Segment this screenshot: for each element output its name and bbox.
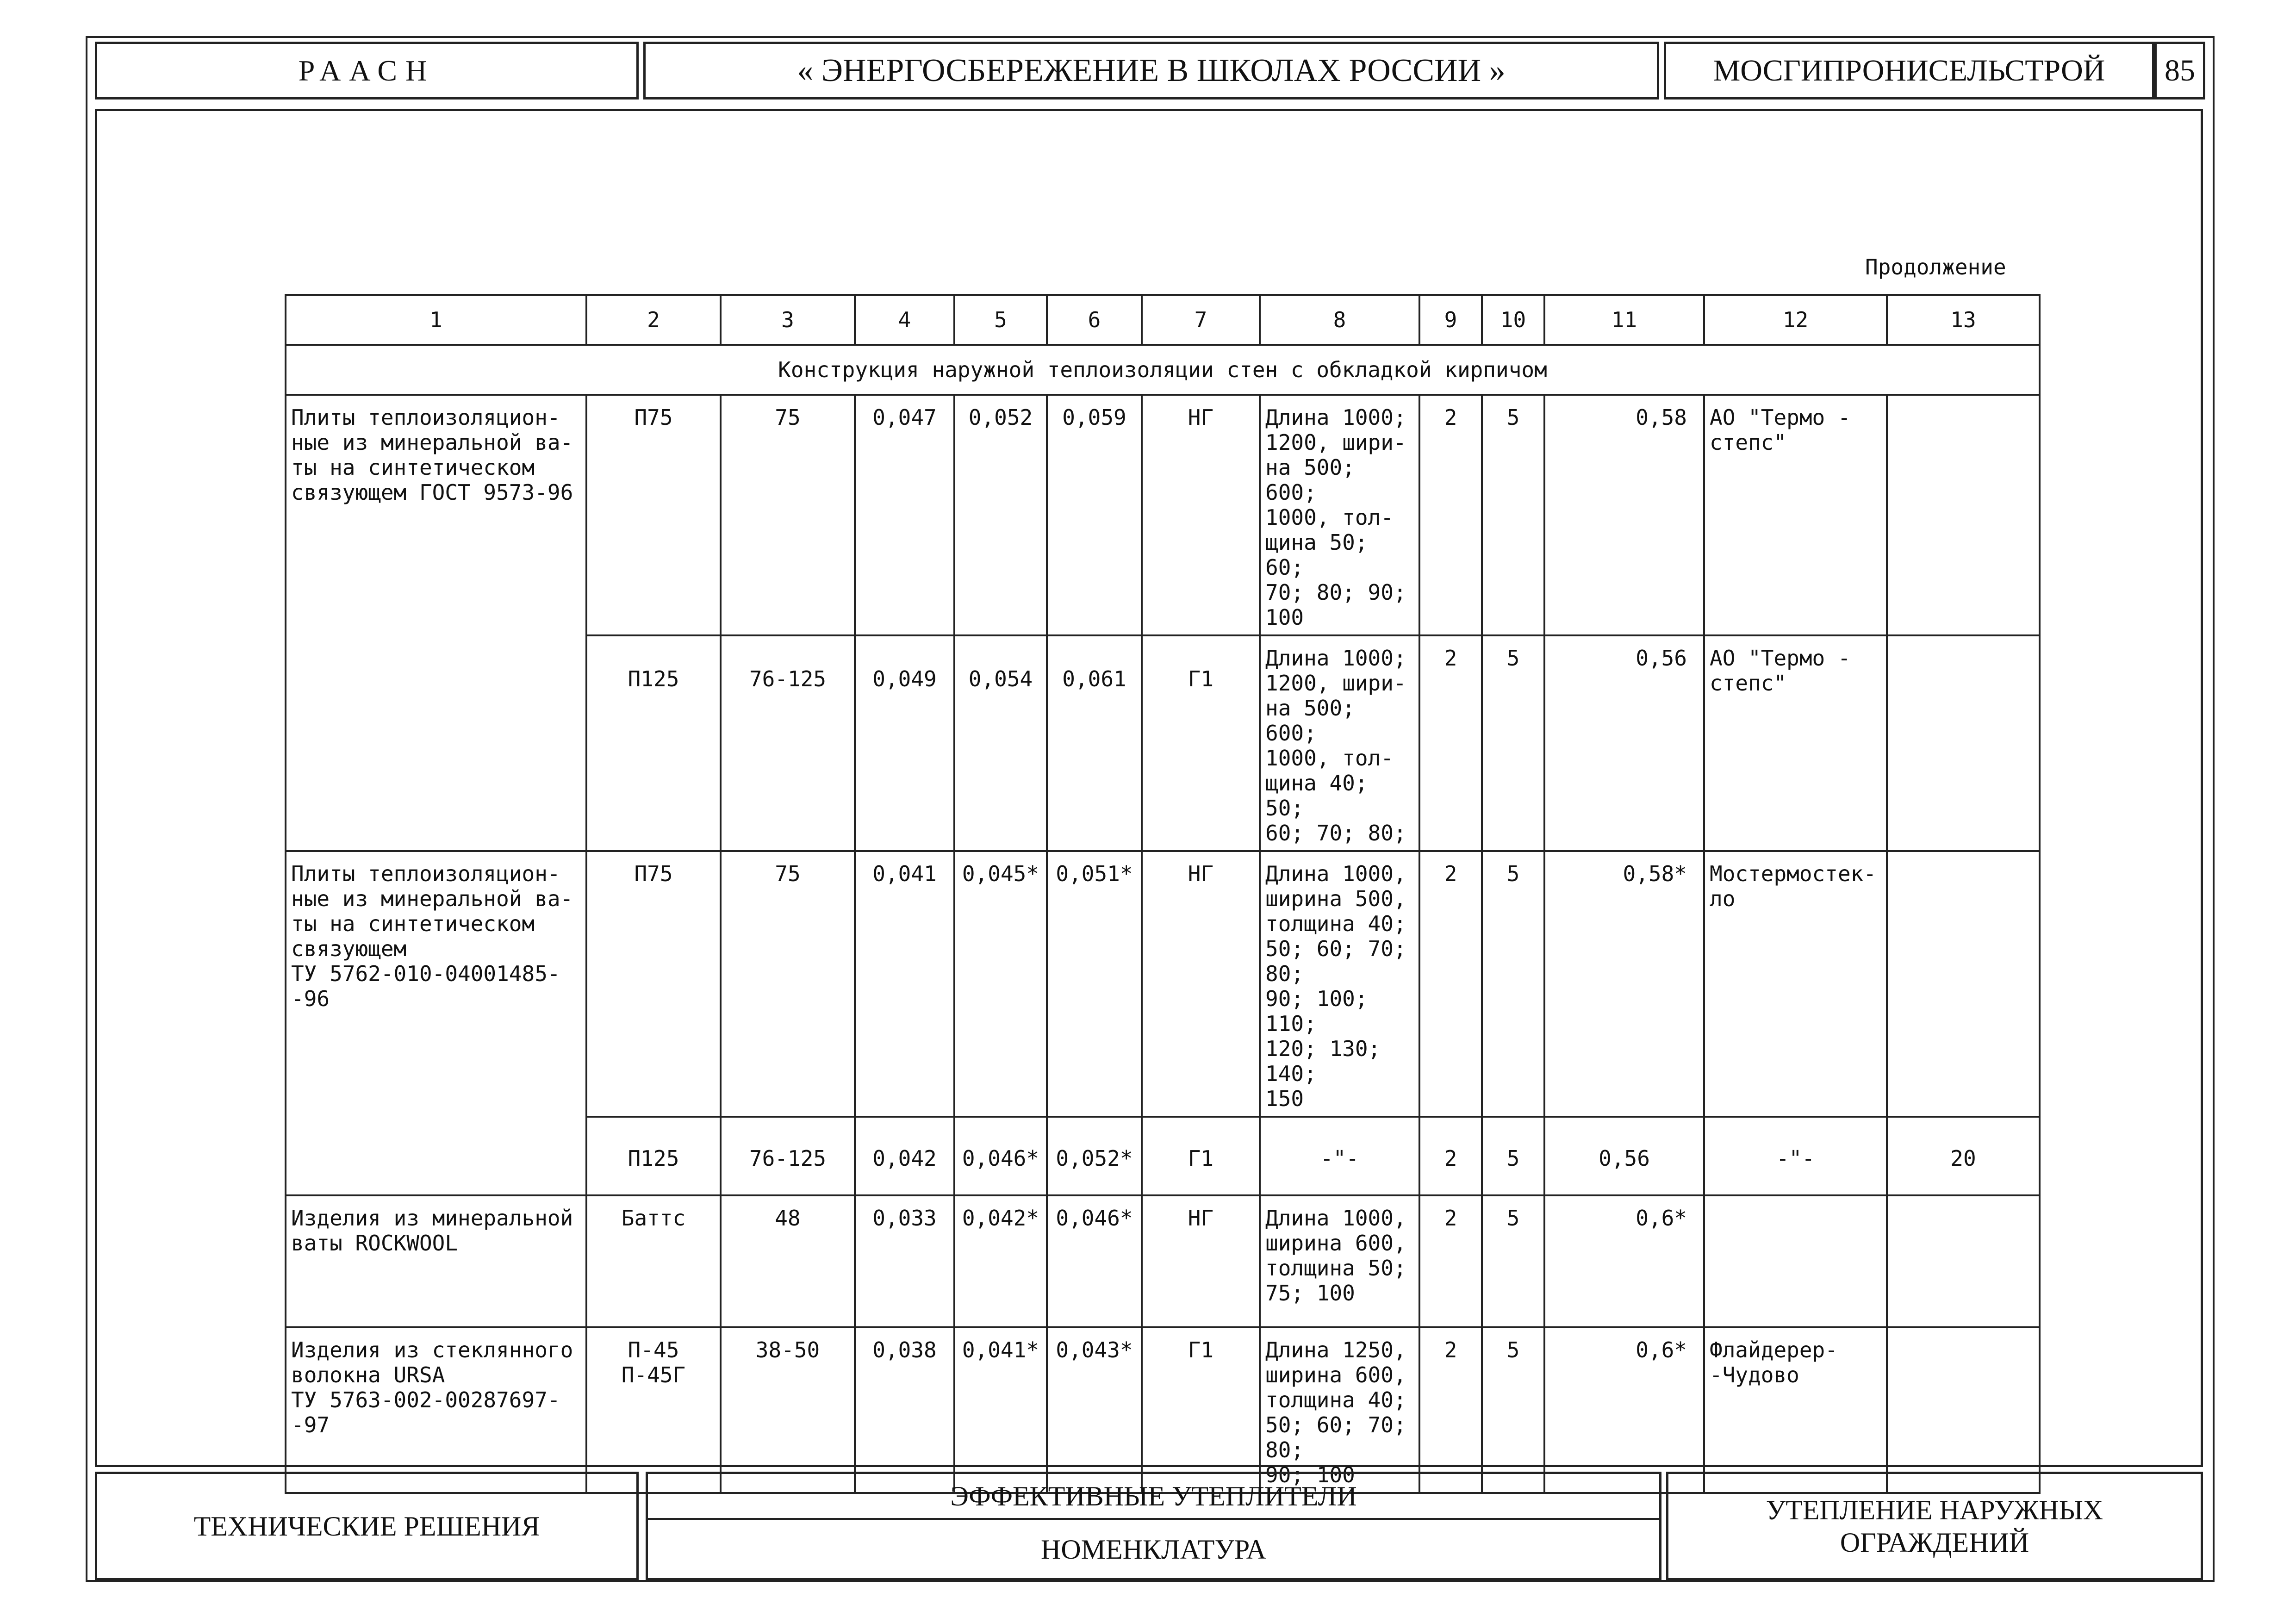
footer-right [1666, 1472, 2203, 1580]
cell-c4: 0,042 [855, 1117, 954, 1195]
cell-c4: 0,041 [855, 851, 954, 1117]
col-header: 12 [1704, 295, 1887, 345]
col-header: 7 [1142, 295, 1260, 345]
insulation-table [285, 294, 2041, 1494]
cell-c9: 2 [1419, 395, 1482, 635]
cell-manufacturer: Мостермостек- ло [1704, 851, 1887, 1117]
cell-c10: 5 [1482, 1117, 1544, 1195]
cell-c4: 0,033 [855, 1195, 954, 1327]
col-header: 10 [1482, 295, 1544, 345]
table-header-row [286, 295, 2040, 345]
cell-brand: П75 [586, 395, 721, 635]
cell-c9: 2 [1419, 1195, 1482, 1327]
cell-c6: 0,051* [1047, 851, 1142, 1117]
continuation-label: Продолжение [1865, 255, 2006, 280]
cell-c6: 0,061 [1047, 635, 1142, 851]
table-row [286, 1327, 2040, 1493]
cell-c9: 2 [1419, 635, 1482, 851]
cell-c13 [1887, 1327, 2040, 1493]
cell-c7: Г1 [1142, 1327, 1260, 1493]
cell-c11: 0,56 [1544, 635, 1704, 851]
cell-c11: 0,6* [1544, 1195, 1704, 1327]
col-header: 4 [855, 295, 954, 345]
cell-density: 75 [721, 395, 855, 635]
cell-manufacturer: -"- [1704, 1117, 1887, 1195]
cell-c13 [1887, 851, 2040, 1117]
cell-density: 76-125 [721, 1117, 855, 1195]
cell-dimensions: Длина 1000; 1200, шири- на 500; 600; 1000, тол- щина 50; 60; 70; 80; 90; 100 [1260, 395, 1419, 635]
cell-c11: 0,56 [1544, 1117, 1704, 1195]
cell-c9: 2 [1419, 1327, 1482, 1493]
footer-left [95, 1472, 639, 1580]
page-number-box [2154, 42, 2205, 99]
product-name: Плиты теплоизоляцион- ные из минеральной ва- ты на синтетическом связующем ГОСТ 9573-96 [286, 395, 586, 851]
header-title [643, 42, 1659, 99]
cell-c7: Г1 [1142, 635, 1260, 851]
table-row [286, 395, 2040, 635]
col-header: 2 [586, 295, 721, 345]
footer-center-top [646, 1472, 1661, 1520]
cell-c6: 0,052* [1047, 1117, 1142, 1195]
cell-c10: 5 [1482, 395, 1544, 635]
cell-c7: НГ [1142, 1195, 1260, 1327]
section-title: Конструкция наружной теплоизоляции стен с обкладкой кирпичом [286, 345, 2040, 395]
cell-manufacturer: АО "Термо - степс" [1704, 635, 1887, 851]
cell-brand: П75 [586, 851, 721, 1117]
cell-c7: Г1 [1142, 1117, 1260, 1195]
cell-c13: 20 [1887, 1117, 2040, 1195]
cell-brand: П125 [586, 635, 721, 851]
cell-c10: 5 [1482, 1195, 1544, 1327]
cell-c5: 0,052 [954, 395, 1047, 635]
cell-c5: 0,041* [954, 1327, 1047, 1493]
cell-c10: 5 [1482, 851, 1544, 1117]
footer-left-text: ТЕХНИЧЕСКИЕ РЕШЕНИЯ [193, 1511, 540, 1542]
col-header: 5 [954, 295, 1047, 345]
cell-density: 48 [721, 1195, 855, 1327]
cell-density: 75 [721, 851, 855, 1117]
cell-c13 [1887, 1195, 2040, 1327]
cell-c7: НГ [1142, 395, 1260, 635]
cell-manufacturer: АО "Термо - степс" [1704, 395, 1887, 635]
product-name: Изделия из стеклянного волокна URSA ТУ 5763-002-00287697- -97 [286, 1327, 586, 1493]
header-org [95, 42, 639, 99]
section-row [286, 345, 2040, 395]
col-header: 1 [286, 295, 586, 345]
cell-c4: 0,038 [855, 1327, 954, 1493]
cell-c6: 0,059 [1047, 395, 1142, 635]
cell-c13 [1887, 395, 2040, 635]
col-header: 9 [1419, 295, 1482, 345]
cell-dimensions: Длина 1000, ширина 500, толщина 40; 50; 60; 70; 80; 90; 100; 110; 120; 130; 140; 150 [1260, 851, 1419, 1117]
cell-dimensions: Длина 1000; 1200, шири- на 500; 600; 1000, тол- щина 40; 50; 60; 70; 80; [1260, 635, 1419, 851]
cell-brand: Баттс [586, 1195, 721, 1327]
cell-c7: НГ [1142, 851, 1260, 1117]
cell-manufacturer [1704, 1195, 1887, 1327]
cell-dimensions: -"- [1260, 1117, 1419, 1195]
cell-c6: 0,046* [1047, 1195, 1142, 1327]
cell-density: 76-125 [721, 635, 855, 851]
cell-dimensions: Длина 1000, ширина 600, толщина 50; 75; 100 [1260, 1195, 1419, 1327]
cell-c11: 0,58 [1544, 395, 1704, 635]
product-name: Плиты теплоизоляцион- ные из минеральной ва- ты на синтетическом связующем ТУ 5762-010-04001485- -96 [286, 851, 586, 1195]
footer-center-bottom-text: НОМЕНКЛАТУРА [1041, 1534, 1266, 1565]
header-institute [1664, 42, 2154, 99]
cell-manufacturer: Флайдерер- -Чудово [1704, 1327, 1887, 1493]
cell-c5: 0,046* [954, 1117, 1047, 1195]
cell-c5: 0,045* [954, 851, 1047, 1117]
product-name: Изделия из минеральной ваты ROCKWOOL [286, 1195, 586, 1327]
header-title-text: « ЭНЕРГОСБЕРЕЖЕНИЕ В ШКОЛАХ РОССИИ » [797, 52, 1506, 88]
col-header: 3 [721, 295, 855, 345]
cell-c10: 5 [1482, 635, 1544, 851]
col-header: 13 [1887, 295, 2040, 345]
cell-c13 [1887, 635, 2040, 851]
cell-c4: 0,049 [855, 635, 954, 851]
cell-c9: 2 [1419, 1117, 1482, 1195]
table-row [286, 851, 2040, 1117]
cell-brand: П125 [586, 1117, 721, 1195]
cell-c5: 0,042* [954, 1195, 1047, 1327]
footer-right-text: УТЕПЛЕНИЕ НАРУЖНЫХ ОГРАЖДЕНИЙ [1766, 1494, 2103, 1558]
table-row [286, 1195, 2040, 1327]
col-header: 8 [1260, 295, 1419, 345]
page-number: 85 [2165, 53, 2195, 87]
cell-density: 38-50 [721, 1327, 855, 1493]
cell-dimensions: Длина 1250, ширина 600, толщина 40; 50; 60; 70; 80; 90; 100 [1260, 1327, 1419, 1493]
cell-c9: 2 [1419, 851, 1482, 1117]
col-header: 6 [1047, 295, 1142, 345]
cell-c5: 0,054 [954, 635, 1047, 851]
footer-center-top-text: ЭФФЕКТИВНЫЕ УТЕПЛИТЕЛИ [950, 1480, 1357, 1511]
cell-c4: 0,047 [855, 395, 954, 635]
footer-center-bottom [646, 1518, 1661, 1580]
cell-c11: 0,6* [1544, 1327, 1704, 1493]
cell-c6: 0,043* [1047, 1327, 1142, 1493]
col-header: 11 [1544, 295, 1704, 345]
header-org-text: РААСН [298, 54, 436, 87]
cell-c11: 0,58* [1544, 851, 1704, 1117]
cell-c10: 5 [1482, 1327, 1544, 1493]
cell-brand: П-45 П-45Г [586, 1327, 721, 1493]
header-institute-text: МОСГИПРОНИСЕЛЬСТРОЙ [1713, 53, 2105, 87]
